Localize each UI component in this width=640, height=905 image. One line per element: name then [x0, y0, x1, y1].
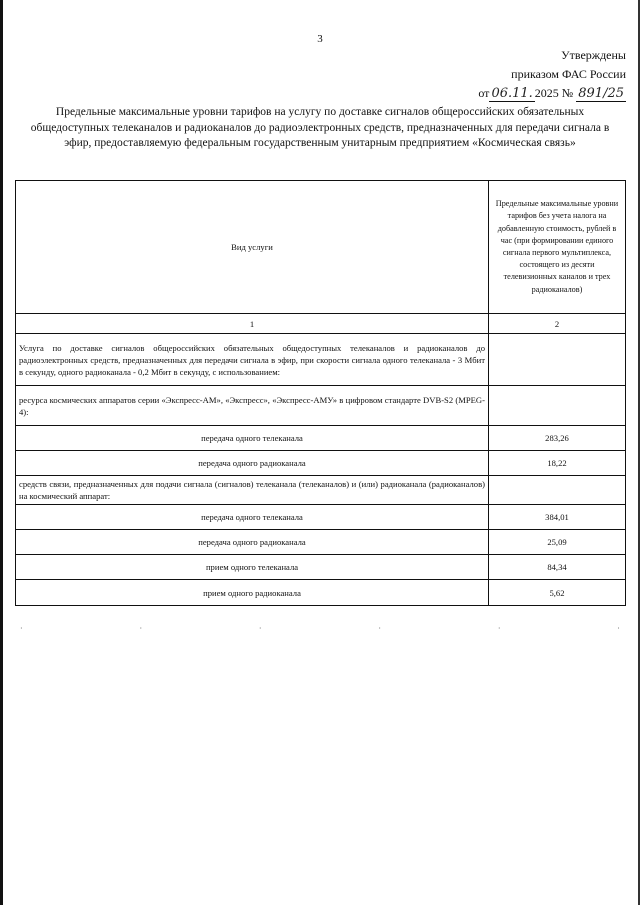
section-heading: средств связи, предназначенных для подачи сигнала (сигналов) телеканала (телеканалов) и (или) радиоканала (радиоканалов) на космический аппарат:	[16, 476, 489, 505]
table-row	[16, 476, 626, 505]
table-row	[16, 555, 626, 580]
price: 5,62	[489, 580, 626, 606]
price: 84,34	[489, 555, 626, 580]
column-number-2: 2	[489, 314, 626, 334]
column-number-row	[16, 314, 626, 334]
service-name: передача одного телеканала	[16, 505, 489, 530]
handwritten-number: 891/25	[578, 86, 624, 101]
table-row	[16, 451, 626, 476]
price: 25,09	[489, 530, 626, 555]
approval-line3	[478, 84, 626, 103]
table-row	[16, 505, 626, 530]
table-row	[16, 530, 626, 555]
service-name: передача одного радиоканала	[16, 451, 489, 476]
empty-cell	[489, 476, 626, 505]
section-heading: ресурса космических аппаратов серии «Экспресс-АМ», «Экспресс», «Экспресс-АМУ» в цифровом стандарте DVB-S2 (MPEG-4):	[16, 386, 489, 426]
table-row	[16, 334, 626, 386]
price: 18,22	[489, 451, 626, 476]
header-service-type: Вид услуги	[16, 181, 489, 314]
service-name: прием одного радиоканала	[16, 580, 489, 606]
scan-edge-left	[0, 0, 3, 905]
approval-line2: приказом ФАС России	[511, 67, 626, 81]
page-number: 3	[317, 33, 323, 45]
approval-prefix: от	[478, 86, 490, 100]
document-title: Предельные максимальные уровни тарифов на услугу по доставке сигналов общероссийских обязательных общедоступных телеканалов и радиоканалов до радиоэлектронных средств, предназначенных для передачи сигнала в эфир, предоставляемую федеральным государственным унитарным предприятием «Космическая связь»	[30, 106, 610, 149]
service-name: передача одного радиоканала	[16, 530, 489, 555]
table-header-row	[16, 181, 626, 314]
price: 384,01	[489, 505, 626, 530]
tariff-table	[15, 180, 626, 606]
approval-block	[478, 46, 626, 103]
price: 283,26	[489, 426, 626, 451]
header-tariff: Предельные максимальные уровни тарифов без учета налога на добавленную стоимость, рублей в час (при формировании единого сигнала первого мультиплекса, состоящего из десяти телевизионных каналов и трех радиоканалов)	[489, 181, 626, 314]
service-name: передача одного телеканала	[16, 426, 489, 451]
table-row	[16, 580, 626, 606]
column-number-1: 1	[16, 314, 489, 334]
approval-line1: Утверждены	[561, 48, 626, 62]
approval-year: 2025 №	[534, 86, 574, 100]
empty-cell	[489, 386, 626, 426]
table-row	[16, 426, 626, 451]
empty-cell	[489, 334, 626, 386]
handwritten-date: 06.11.	[491, 86, 533, 101]
service-description: Услуга по доставке сигналов общероссийских обязательных общедоступных телеканалов и радиоканалов до радиоэлектронных средств, предназначенных для передачи сигнала в эфир, при скорости сигнала одного телеканала - 3 Мбит в секунду, одного радиоканала - 0,2 Мбит в секунду, с использованием:	[16, 334, 489, 386]
table-row	[16, 386, 626, 426]
scan-specks: · · · · · ·	[20, 624, 620, 633]
service-name: прием одного телеканала	[16, 555, 489, 580]
